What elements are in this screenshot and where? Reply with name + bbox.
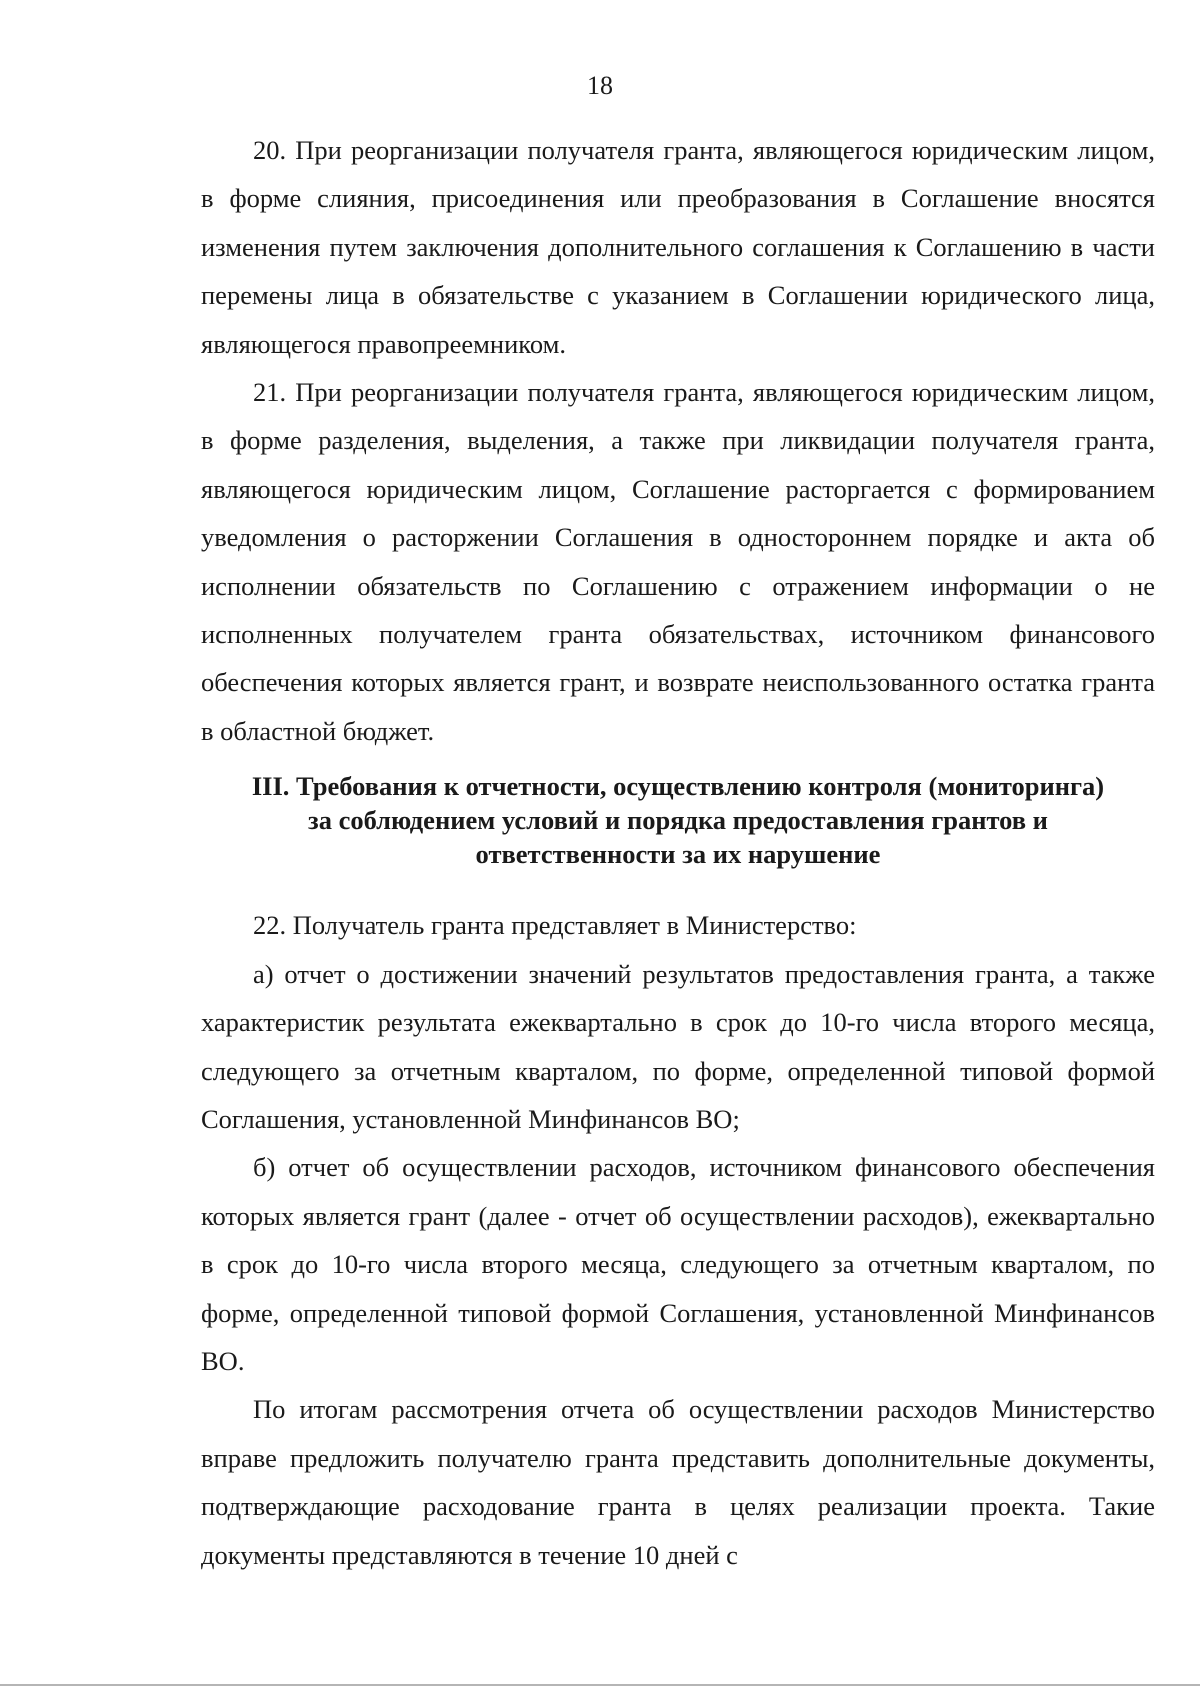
bottom-edge-line [0, 1684, 1200, 1686]
paragraph-20: 20. При реорганизации получателя гранта, являющегося юридическим лицом, в форме слияния, присоединения или преобразования в Соглашение вносятся изменения путем заключения дополнительного соглашения к Соглашению в части перемены лица в обязательстве с указанием в Соглашении юридического лица, являющегося правопреемником. [201, 135, 1155, 359]
section-heading-line-3: ответственности за их нарушение [475, 839, 881, 870]
section-heading [201, 769, 1155, 871]
paragraph-22a: а) отчет о достижении значений результатов предоставления гранта, а также характеристик результата ежеквартально в срок до 10-го числа второго месяца, следующего за отчетным кварталом, по форме, определенной типовой формой Соглашения, установленной Минфинансов ВО; [201, 958, 1155, 1134]
section-heading-line-1: III. Требования к отчетности, осуществлению контроля (мониторинга) [251, 771, 1105, 802]
paragraph-review: По итогам рассмотрения отчета об осуществлении расходов Министерство вправе предложить получателю гранта представить дополнительные документы, подтверждающие расходование гранта в целях реализации проекта. Такие документы представляются в течение 10 дней с [201, 1394, 1155, 1570]
page-number: 18 [587, 71, 613, 100]
section-heading-line-2: за соблюдением условий и порядка предоставления грантов и [308, 805, 1048, 836]
document-body [201, 126, 1155, 1579]
paragraph-21: 21. При реорганизации получателя гранта, являющегося юридическим лицом, в форме разделения, выделения, а также при ликвидации получателя гранта, являющегося юридическим лицом, Соглашение расторгается с формированием уведомления о расторжении Соглашения в одностороннем порядке и акта об исполнении обязательств по Соглашению с отражением информации о не исполненных получателем гранта обязательствах, источником финансового обеспечения которых является грант, и возврате неиспользованного остатка гранта в областной бюджет. [201, 377, 1155, 746]
paragraph-22: 22. Получатель гранта представляет в Министерство: [253, 910, 857, 941]
paragraph-22b: б) отчет об осуществлении расходов, источником финансового обеспечения которых является грант (далее - отчет об осуществлении расходов), ежеквартально в срок до 10-го числа второго месяца, следующего за отчетным кварталом, по форме, определенной типовой формой Соглашения, установленной Минфинансов ВО. [201, 1152, 1155, 1376]
spacer [201, 885, 1155, 901]
